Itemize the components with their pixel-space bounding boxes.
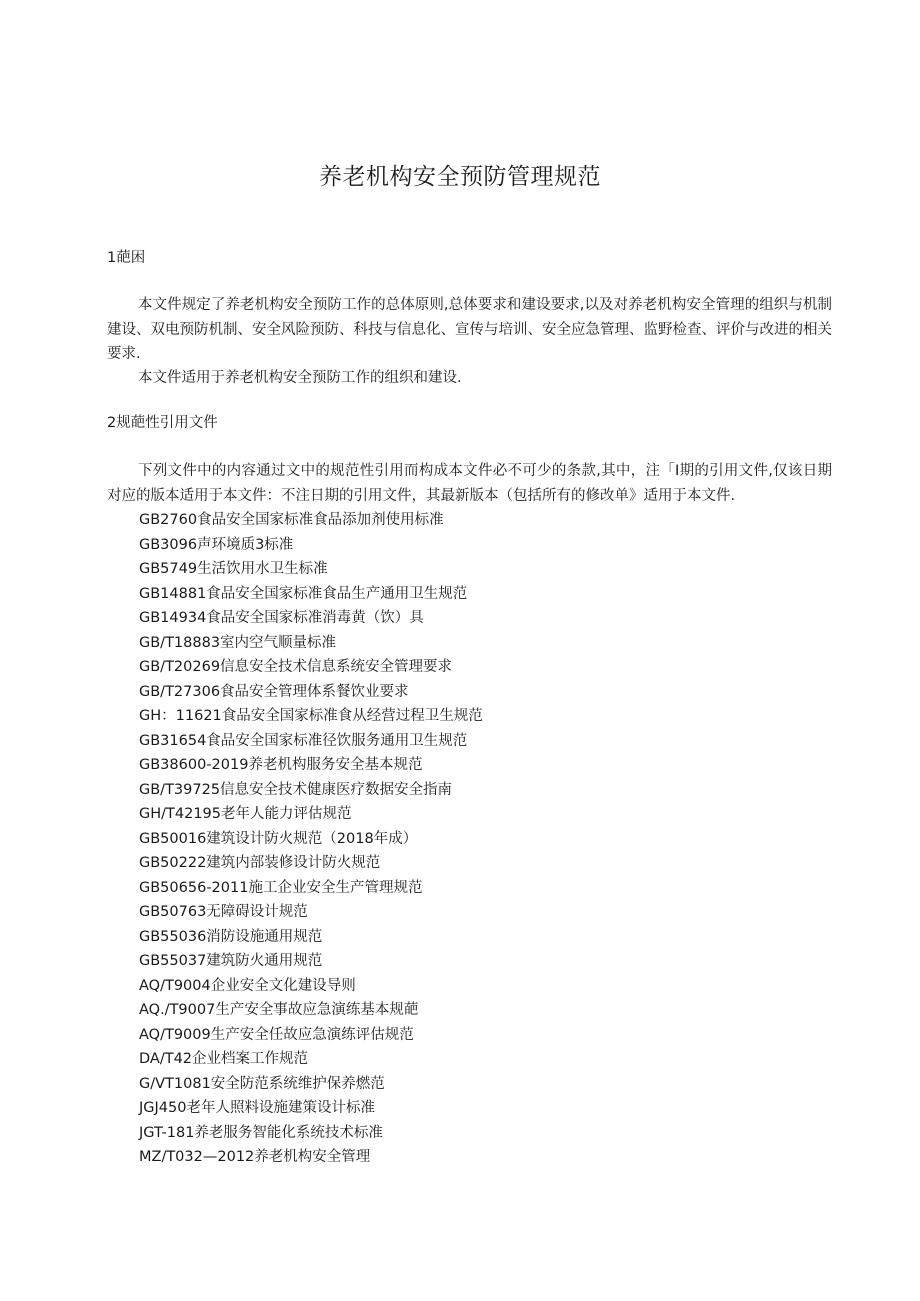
- reference-item: GB2760食品安全国家标准食品添加剂使用标准: [139, 512, 444, 528]
- scope-paragraph-2: 本文件适用于养老机构安全预防工作的组织和建设.: [138, 370, 462, 386]
- reference-item: G/VT1081安全防范系统维护保养燃范: [139, 1075, 385, 1092]
- references-intro-paragraph: 下列文件中的内容通过文中的规范性引用而构成本文件必不可少的条款,其中，注「I期的引用文件,仅该日期对应的版本适用于本文件：不注日期的引用文件，其最新版本（包括所有的修改单》适用于本文件.: [107, 463, 832, 504]
- reference-item: MZ/T032—2012养老机构安全管理: [139, 1149, 371, 1165]
- reference-item: GH：11621食品安全国家标准食从经营过程卫生规范: [139, 708, 483, 724]
- reference-item: GB/T18883室内空气顺量标准: [139, 634, 337, 651]
- reference-item: GB55036消防设施通用规范: [139, 928, 323, 945]
- reference-item: GB/T27306食品安全管理体系餐饮业要求: [139, 683, 409, 700]
- reference-item: GB14934食品安全国家标准消毒黄（饮）具: [139, 610, 424, 626]
- reference-item: GB3096声环境质3标准: [139, 536, 294, 553]
- reference-item: GB/T39725信息安全技术健康医疗数据安全指南: [139, 781, 453, 798]
- reference-item: JGT-181养老服务智能化系统技术标准: [139, 1124, 383, 1141]
- reference-item: AQ./T9007生产安全事故应急演练基本规葩: [139, 1002, 419, 1018]
- reference-item: GB50763无障碍设计规范: [139, 904, 308, 920]
- section-heading-scope: 1葩困: [107, 250, 146, 266]
- reference-item: AQ/T9004企业安全文化建设导则: [139, 977, 356, 994]
- reference-item: GB/T20269信息安全技术信息系统安全管理要求: [139, 659, 453, 675]
- reference-item: DA/T42企业档案工作规范: [139, 1051, 309, 1067]
- scope-paragraph-1: 本文件规定了养老机构安全预防工作的总体原则,总体要求和建设要求,以及对养老机构安全管理的组织与机制建设、双电预防机制、安全风险预防、科技与信息化、宣传与培训、安全应急管理、监野检查、评价与改进的相关要求.: [107, 297, 832, 362]
- reference-item: GB31654食品安全国家标准径饮服务通用卫生规范: [139, 732, 468, 749]
- reference-list: [139, 508, 483, 1170]
- section-heading-normative-references: 2规葩性引用文件: [107, 415, 218, 431]
- document-title: 养老机构安全预防管理规范: [319, 164, 601, 190]
- reference-item: JGJ450老年人照料设施建策设计标准: [139, 1100, 375, 1116]
- reference-item: GH/T42195老年人能力评估规范: [139, 806, 352, 822]
- reference-item: GB50222建筑内部装修设计防火规范: [139, 855, 381, 871]
- reference-item: GB14881食品安全国家标准食品生产通用卫生规范: [139, 585, 468, 602]
- reference-item: GB50656-2011施工企业安全生产管理规范: [139, 879, 423, 896]
- reference-item: GB50016建筑设计防火规范（2018年成）: [139, 830, 418, 847]
- reference-item: GB55037建筑防火通用规范: [139, 953, 323, 969]
- reference-item: AQ/T9009生产安全任故应急演练评估规范: [139, 1026, 414, 1043]
- reference-item: GB5749生活饮用水卫生标准: [139, 561, 328, 577]
- reference-item: GB38600-2019养老机构服务安全基本规范: [139, 757, 423, 773]
